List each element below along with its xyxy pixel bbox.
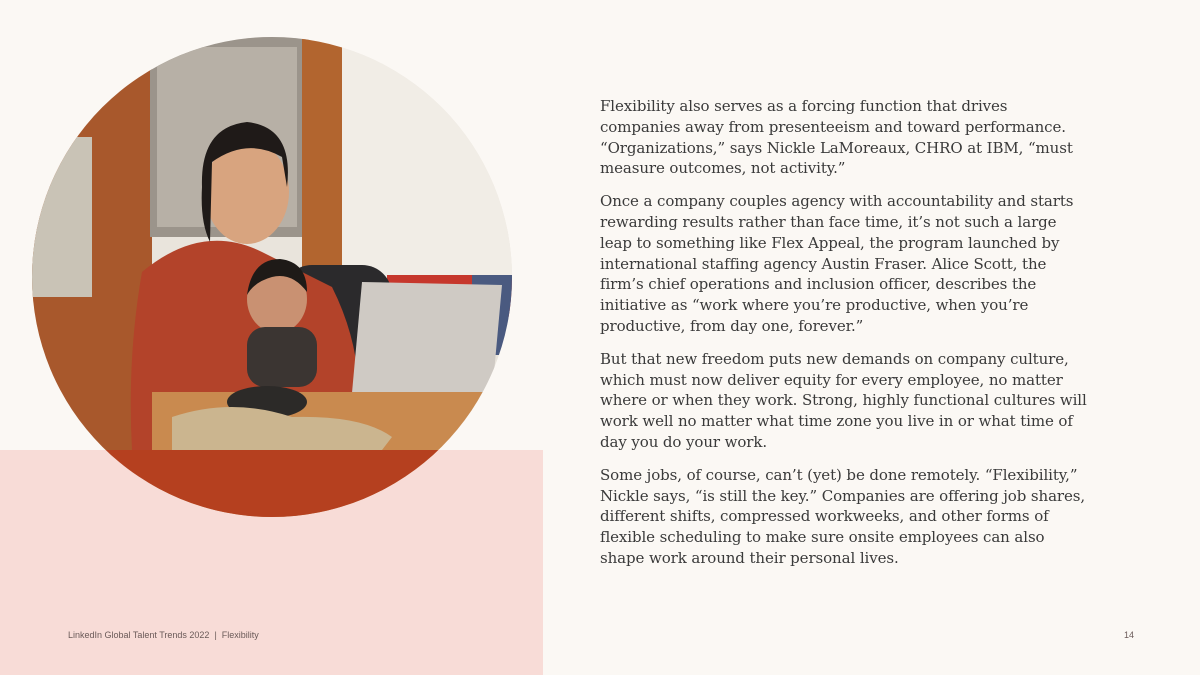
article-body bbox=[600, 96, 1090, 581]
door-frame bbox=[302, 37, 342, 267]
paragraph: Once a company couples agency with accountability and starts rewarding results rather than face time, it’s not such a large leap to something like Flex Appeal, the program launched by international staffing agency Austin Fraser. Alice Scott, the firm’s chief operations and inclusion officer, describes the initiative as “work where you’re productive, when you’re productive, from day one, forever.” bbox=[600, 192, 1074, 335]
baby-outfit bbox=[247, 327, 317, 387]
page-number: 14 bbox=[1124, 630, 1135, 640]
footer-separator: | bbox=[214, 630, 217, 640]
paragraph: But that new freedom puts new demands on company culture, which must now deliver equity for every employee, no matter where or when they work. Strong, highly functional cultures will work well no matter what time zone you live in or what time of day you do your work. bbox=[600, 349, 1087, 451]
window-glass-left bbox=[32, 137, 92, 297]
footer-section: Flexibility bbox=[221, 630, 259, 640]
footer-publication: LinkedIn Global Talent Trends 2022 bbox=[68, 630, 210, 640]
photo-circle bbox=[32, 37, 512, 517]
footer bbox=[68, 630, 259, 640]
bright-wall bbox=[342, 37, 512, 297]
paragraph: Some jobs, of course, can’t (yet) be done remotely. “Flexibility,” Nickle says, “is still the key.” Companies are offering job shares, different shifts, compressed workweeks, and other forms of flexible scheduling to make sure onsite employees can also shape work around their personal lives. bbox=[600, 465, 1086, 567]
paragraph: Flexibility also serves as a forcing function that drives companies away from presenteeism and toward performance. “Organizations,” says Nickle LaMoreaux, CHRO at IBM, “must measure outcomes, not activity.” bbox=[600, 97, 1073, 178]
photo-illustration bbox=[32, 37, 512, 517]
